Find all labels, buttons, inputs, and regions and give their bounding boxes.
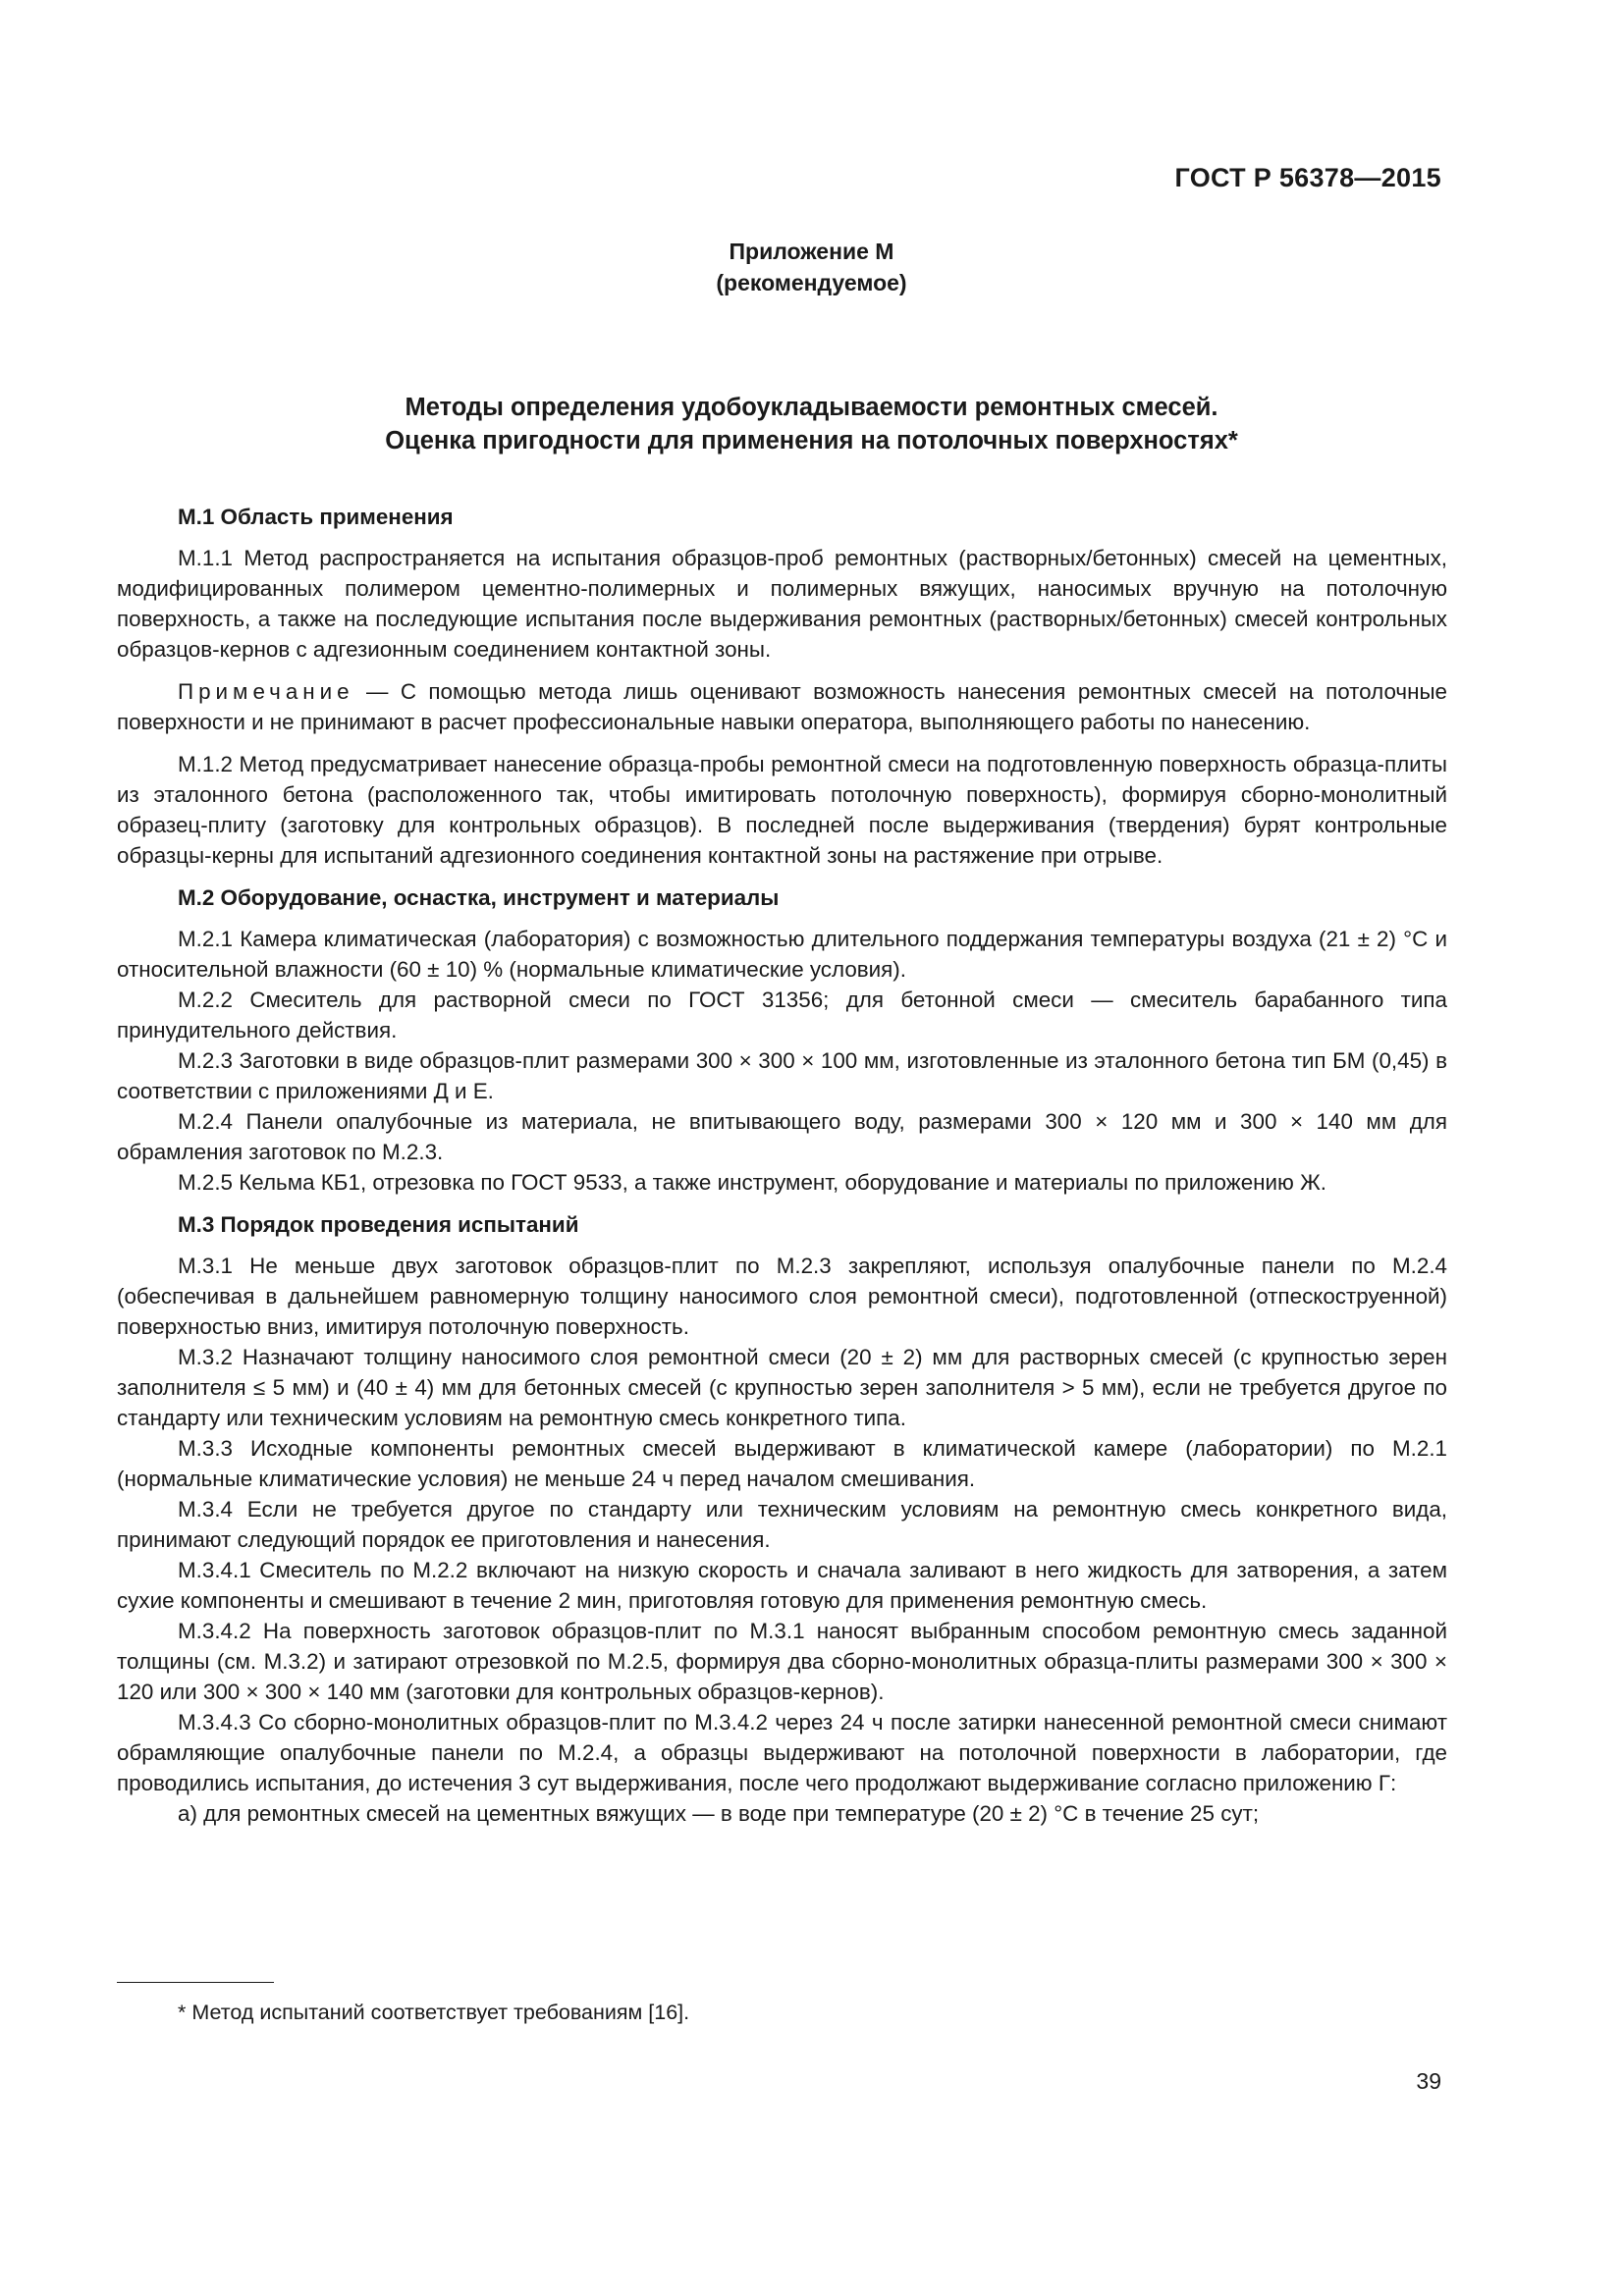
note-text: — С помощью метода лишь оценивают возможность нанесения ремонтных смесей на потолочные поверхности и не принимают в расчет профессиональные навыки оператора, выполняющего работы по нанесению. [117, 679, 1447, 734]
page-number: 39 [1416, 2068, 1441, 2094]
appendix-status: (рекомендуемое) [716, 270, 907, 295]
footnote: * Метод испытаний соответствует требованиям [16]. [178, 2001, 690, 2024]
paragraph-m2-4: М.2.4 Панели опалубочные из материала, не впитывающего воду, размерами 300 × 120 мм и 300 × 140 мм для обрамления заготовок по М.2.3. [117, 1109, 1447, 1164]
list-item-a: а) для ремонтных смесей на цементных вяжущих — в воде при температуре (20 ± 2) °С в течение 25 сут; [178, 1801, 1260, 1826]
title-line-2: Оценка пригодности для применения на потолочных поверхностях* [385, 427, 1238, 454]
paragraph-m3-3: М.3.3 Исходные компоненты ремонтных смесей выдерживают в климатической камере (лаборатории) по М.2.1 (нормальные климатические условия) не меньше 24 ч перед началом смешивания. [117, 1436, 1447, 1491]
title-line-1: Методы определения удобоукладываемости ремонтных смесей. [405, 394, 1218, 421]
paragraph-m3-4-1: М.3.4.1 Смеситель по М.2.2 включают на низкую скорость и сначала заливают в него жидкость для затворения, а затем сухие компоненты и смешивают в течение 2 мин, приготовляя готовую для применения ремонтную смесь. [117, 1558, 1447, 1613]
note-label: Примечание [178, 679, 354, 704]
section-heading-m1: М.1 Область применения [178, 505, 454, 529]
paragraph-m1-1: М.1.1 Метод распространяется на испытания образцов-проб ремонтных (растворных/бетонных) смесей на цементных, модифицированных полимером цементно-полимерных и полимерных вяжущих, наносимых вручную на потолочную поверхность, а также на последующие испытания после выдерживания ремонтных (растворных/бетонных) смесей контрольных образцов-кернов с адгезионным соединением контактной зоны. [117, 546, 1447, 662]
paragraph-m2-2: М.2.2 Смеситель для растворной смеси по ГОСТ 31356; для бетонной смеси — смеситель барабанного типа принудительного действия. [117, 988, 1447, 1042]
paragraph-m2-5: М.2.5 Кельма КБ1, отрезовка по ГОСТ 9533, а также инструмент, оборудование и материалы по приложению Ж. [178, 1170, 1326, 1195]
section-heading-m3: М.3 Порядок проведения испытаний [178, 1212, 579, 1237]
note [117, 676, 1447, 737]
appendix-heading [0, 236, 1623, 298]
document-body [117, 502, 1447, 1829]
paragraph-m3-4-2: М.3.4.2 На поверхность заготовок образцов-плит по М.3.1 наносят выбранным способом ремонтную смесь заданной толщины (см. М.3.2) и затирают отрезовкой по М.2.5, формируя два сборно-монолитных образца-плиты размерами 300 × 300 × 120 или 300 × 300 × 140 мм (заготовки для контрольных образцов-кернов). [117, 1619, 1447, 1704]
paragraph-m2-3: М.2.3 Заготовки в виде образцов-плит размерами 300 × 300 × 100 мм, изготовленные из эталонного бетона тип БМ (0,45) в соответствии с приложениями Д и Е. [117, 1048, 1447, 1103]
paragraph-m3-4-3: М.3.4.3 Со сборно-монолитных образцов-плит по М.3.4.2 через 24 ч после затирки нанесенной ремонтной смеси снимают обрамляющие опалубочные панели по М.2.4, а образцы выдерживают на потолочной поверхности в лаборатории, где проводились испытания, до истечения 3 сут выдерживания, после чего продолжают выдерживание согласно приложению Г: [117, 1710, 1447, 1795]
paragraph-m3-2: М.3.2 Назначают толщину наносимого слоя ремонтной смеси (20 ± 2) мм для растворных смесей (с крупностью зерен заполнителя ≤ 5 мм) и (40 ± 4) мм для бетонных смесей (с крупностью зерен заполнителя > 5 мм), если не требуется другое по стандарту или техническим условиям на ремонтную смесь конкретного типа. [117, 1345, 1447, 1430]
appendix-label: Приложение М [729, 239, 894, 264]
footnote-divider [117, 1982, 274, 1983]
section-heading-m2: М.2 Оборудование, оснастка, инструмент и материалы [178, 885, 780, 910]
appendix-title [0, 391, 1623, 457]
paragraph-m1-2: М.1.2 Метод предусматривает нанесение образца-пробы ремонтной смеси на подготовленную поверхность образца-плиты из эталонного бетона (расположенного так, чтобы имитировать потолочную поверхность), формируя сборно-монолитный образец-плиту (заготовку для контрольных образцов). В последней после выдерживания (твердения) бурят контрольные образцы-керны для испытаний адгезионного соединения контактной зоны на растяжение при отрыве. [117, 752, 1447, 868]
paragraph-m3-4: М.3.4 Если не требуется другое по стандарту или техническим условиям на ремонтную смесь конкретного вида, принимают следующий порядок ее приготовления и нанесения. [117, 1497, 1447, 1552]
paragraph-m3-1: М.3.1 Не меньше двух заготовок образцов-плит по М.2.3 закрепляют, используя опалубочные панели по М.2.4 (обеспечивая в дальнейшем равномерную толщину наносимого слоя ремонтной смеси), подготовленной (отпескоструенной) поверхностью вниз, имитируя потолочную поверхность. [117, 1254, 1447, 1339]
standard-code: ГОСТ Р 56378—2015 [1174, 163, 1441, 192]
paragraph-m2-1: М.2.1 Камера климатическая (лаборатория) с возможностью длительного поддержания температуры воздуха (21 ± 2) °С и относительной влажности (60 ± 10) % (нормальные климатические условия). [117, 927, 1447, 982]
